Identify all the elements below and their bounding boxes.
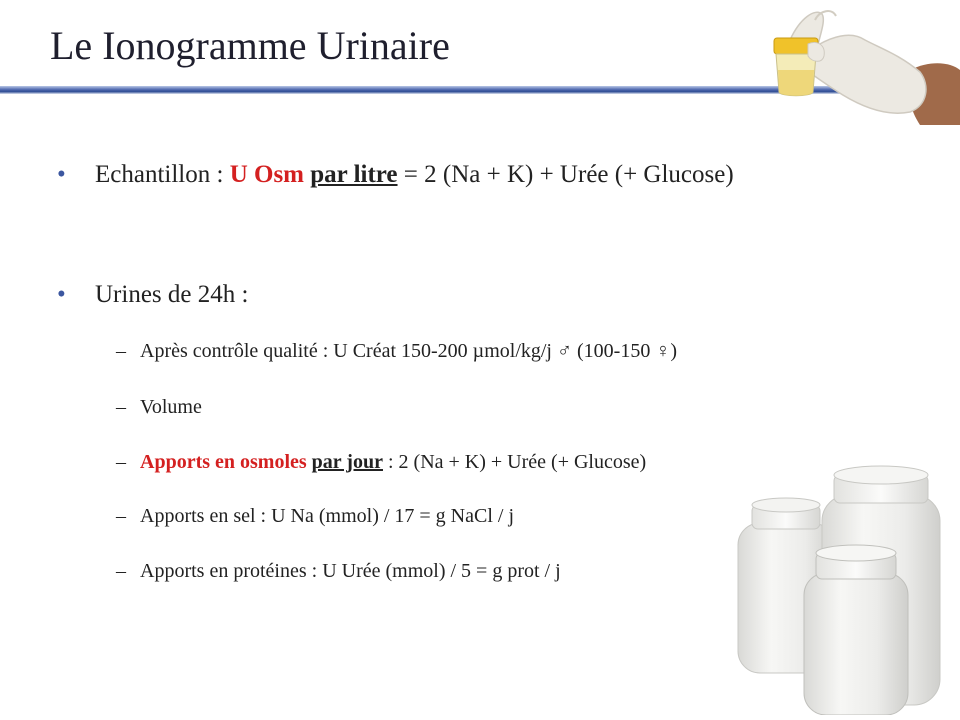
bullet-urines-24h	[57, 281, 248, 309]
sub-marker: –	[116, 505, 126, 527]
bullet-marker: •	[57, 281, 66, 308]
sub-marker: –	[116, 396, 126, 418]
sub-item-apports-proteines	[116, 560, 561, 583]
sub-item-text: Après contrôle qualité : U Créat 150-200 µmol/kg/j ♂ (100-150 ♀)	[140, 340, 677, 362]
bullet-text: Urines de 24h :	[95, 281, 249, 308]
sub-item-text-after: : 2 (Na + K) + Urée (+ Glucose)	[382, 451, 647, 473]
sub-item-apports-osmoles	[116, 451, 646, 474]
sub-item-volume	[116, 396, 202, 419]
sub-item-text: Volume	[140, 396, 202, 418]
bullet-echantillon	[57, 161, 734, 189]
par-litre-emphasis: par litre	[310, 161, 398, 188]
apports-osmoles-highlight: Apports en osmoles	[140, 451, 307, 473]
bullet-text-after: = 2 (Na + K) + Urée (+ Glucose)	[397, 161, 734, 188]
sub-item-controle-qualite	[116, 340, 677, 363]
sub-marker: –	[116, 451, 126, 473]
bullet-text-before: Echantillon :	[95, 161, 230, 188]
u-osm-highlight: U Osm	[229, 161, 305, 188]
urine-collection-jars-image	[730, 465, 945, 715]
sub-item-apports-sel	[116, 505, 514, 528]
sub-marker: –	[116, 560, 126, 582]
sub-marker: –	[116, 340, 126, 362]
par-jour-emphasis: par jour	[311, 451, 383, 473]
sub-item-text: Apports en protéines : U Urée (mmol) / 5 = g prot / j	[140, 560, 561, 582]
slide-title: Le Ionogramme Urinaire	[50, 23, 450, 68]
bullet-marker: •	[57, 161, 66, 188]
sub-item-text: Apports en sel : U Na (mmol) / 17 = g NaCl / j	[140, 505, 515, 527]
urine-sample-cup-image	[760, 0, 960, 125]
